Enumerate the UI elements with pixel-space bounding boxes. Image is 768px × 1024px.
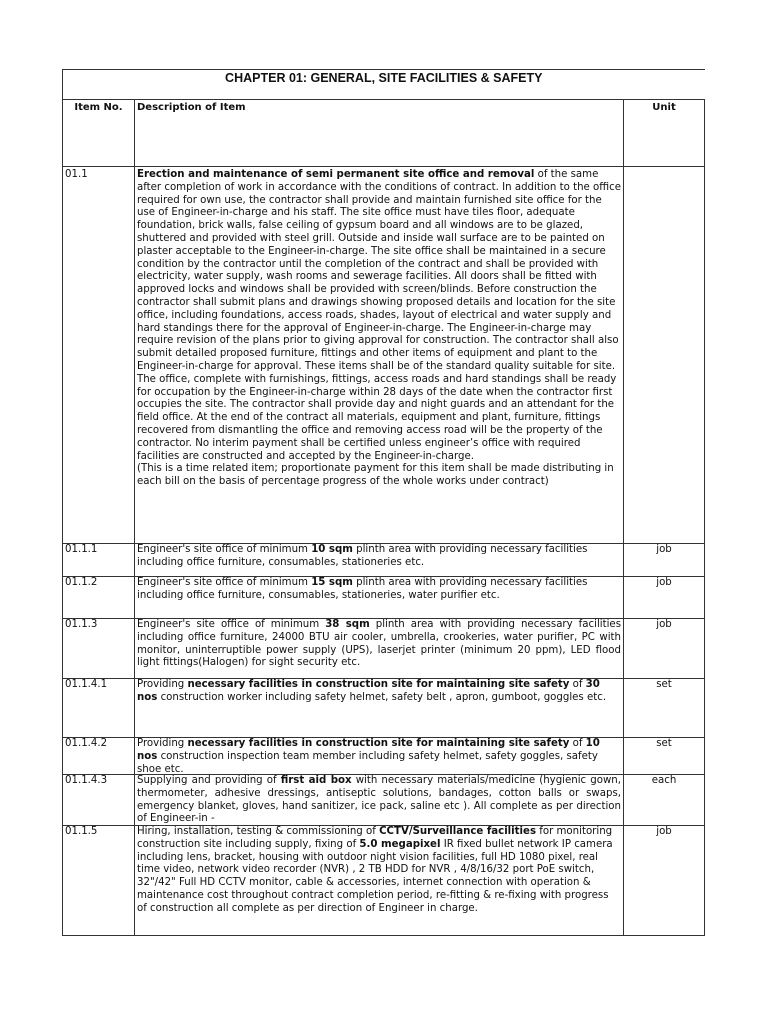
item-description-bold: 10 sqm (311, 544, 353, 555)
item-description-text: Engineer's site office of minimum (137, 619, 326, 630)
header-description: Description of Item (135, 100, 624, 167)
item-number: 01.1.1 (63, 544, 135, 577)
item-number: 01.1.4.1 (63, 679, 135, 738)
item-description (135, 577, 624, 619)
item-unit: job (624, 619, 705, 679)
item-description-text: of (569, 679, 586, 690)
item-description-text: Providing (137, 738, 188, 749)
item-description-bold: CCTV/Surveillance facilities (379, 826, 537, 837)
header-unit: Unit (624, 100, 705, 167)
item-description (135, 544, 624, 577)
item-description-text: Engineer's site office of minimum (137, 544, 312, 555)
table-row (63, 679, 705, 738)
item-description-text: IR fixed bullet network IP camera including lens, bracket, housing with outdoor night vision facilities, full HD 1080 pixel, real time video, network video recorder (NVR) , 2 TB HDD for NVR , 4/8/16/32 port PoE switch, 32"/42" Full HD CCTV monitor, cable & accessories, internet connection with operation & maintenance cost throughout contract completion period, re-fitting & re-fixing with progress of construction all complete as per direction of Engineer in charge. (137, 838, 613, 914)
item-description-bold: first aid box (280, 775, 352, 786)
item-description-text: with necessary materials/medicine (hygienic gown, thermometer, adhesive dressings, antiseptic solutions, bandages, cotton balls or swaps, emergency blanket, gloves, hand sanitizer, ice pack, saline etc ). All complete as per direction of Engineer-in - (137, 775, 621, 825)
item-unit: set (624, 738, 705, 775)
item-description-text: Engineer's site office of minimum (137, 577, 312, 588)
item-description-text: Hiring, installation, testing & commissioning of (137, 826, 380, 837)
item-description (135, 775, 624, 826)
item-description-bold: 10 nos (137, 738, 600, 762)
item-description-bold: necessary facilities in construction site for maintaining site safety (187, 738, 570, 749)
item-note: (This is a time related item; proportionate payment for this item shall be made distributing in each bill on the basis of percentage progress of the whole works under contract) (137, 463, 614, 488)
item-description-text: plinth area with providing necessary facilities including office furniture, consumables, stationeries etc. (137, 544, 588, 568)
item-description (135, 167, 624, 544)
header-row (63, 100, 705, 167)
item-description-text: of the same after completion of work in accordance with the conditions of contract. In addition to the office required for own use, the contractor shall provide and maintain furnished site office for the use of Engineer-in-charge and his staff. The site office must have tiles floor, adequate foundation, brick walls, false ceiling of gypsum board and all windows are to be glazed, shuttered and provided with steel grill. Outside and inside wall surface are to be painted on plaster acceptable to the Engineer-in-charge. The site office shall be maintained in a secure condition by the contractor until the completion of the contract and shall be provided with electricity, water supply, wash rooms and sewerage facilities. All doors shall be fitted with approved locks and windows shall be provided with screen/blinds. Before construction the contractor shall submit plans and drawings showing proposed details and location for the site office, including foundations, access roads, shades, layout of electrical and water supply and hard standings there for the approval of Engineer-in-charge. The Engineer-in-charge may require revision of the plans prior to giving approval for construction. The contractor shall also submit detailed proposed furniture, fittings and other items of equipment and plant to the Engineer-in-charge for approval. These items shall be of the standard quality suitable for site. The office, complete with furnishings, fittings, access roads and hard standings shall be ready for occupation by the Engineer-in-charge within 28 days of the date when the contractor first occupies the site. The contractor shall provide day and night guards and an attendant for the field office. At the end of the contract all materials, equipment and plant, furniture, fittings recovered from dismantling the office and removing access road will be the property of the contractor. No interim payment shall be certified unless engineer’s office with required facilities are constructed and accepted by the Engineer-in-charge. (137, 169, 621, 462)
item-description-bold: 38 sqm (325, 619, 370, 630)
table-row (63, 775, 705, 826)
item-description-text: of (569, 738, 586, 749)
item-unit: each (624, 775, 705, 826)
table-row (63, 738, 705, 775)
item-number: 01.1.2 (63, 577, 135, 619)
item-description-text: Supplying and providing of (137, 775, 281, 786)
item-description (135, 738, 624, 775)
table-row (63, 577, 705, 619)
item-unit (624, 167, 705, 544)
item-description (135, 826, 624, 936)
header-item-no: Item No. (63, 100, 135, 167)
item-description-text: plinth area with providing necessary facilities including office furniture, 24000 BTU air cooler, umbrella, crookeries, water purifier, PC with monitor, uninterruptible power supply (UPS), laserjet printer (minimum 20 ppm), LED flood light fittings(Halogen) for sight security etc. (137, 619, 622, 669)
item-description-text: for monitoring construction site including supply, fixing of (137, 826, 613, 850)
item-unit: job (624, 544, 705, 577)
item-description-text: construction inspection team member including safety helmet, safety goggles, safety shoe etc. (137, 750, 598, 774)
item-description-bold: 30 nos (137, 679, 600, 703)
item-description (135, 679, 624, 738)
table-row (63, 826, 705, 936)
item-description (135, 619, 624, 679)
item-number: 01.1.5 (63, 826, 135, 936)
table-row (63, 544, 705, 577)
item-description-bold: 15 sqm (311, 577, 353, 588)
boq-table (62, 69, 705, 936)
chapter-title: CHAPTER 01: GENERAL, SITE FACILITIES & SAFETY (63, 70, 705, 100)
item-number: 01.1.4.2 (63, 738, 135, 775)
item-description-text: Providing (137, 679, 188, 690)
item-description-bold: necessary facilities in construction site for maintaining site safety (187, 679, 570, 690)
item-unit: job (624, 577, 705, 619)
item-description-bold: Erection and maintenance of semi permanent site office and removal (137, 169, 535, 180)
item-description-text: plinth area with providing necessary facilities including office furniture, consumables, stationeries, water purifier etc. (137, 577, 588, 601)
chapter-title-row (63, 70, 705, 100)
item-description-bold: 5.0 megapixel (359, 838, 441, 850)
item-unit: job (624, 826, 705, 936)
table-row (63, 619, 705, 679)
item-number: 01.1.3 (63, 619, 135, 679)
boq-sheet (62, 69, 704, 936)
item-number: 01.1 (63, 167, 135, 544)
item-number: 01.1.4.3 (63, 775, 135, 826)
table-row (63, 167, 705, 544)
item-unit: set (624, 679, 705, 738)
item-description-text: construction worker including safety helmet, safety belt , apron, gumboot, goggles etc. (157, 691, 607, 703)
